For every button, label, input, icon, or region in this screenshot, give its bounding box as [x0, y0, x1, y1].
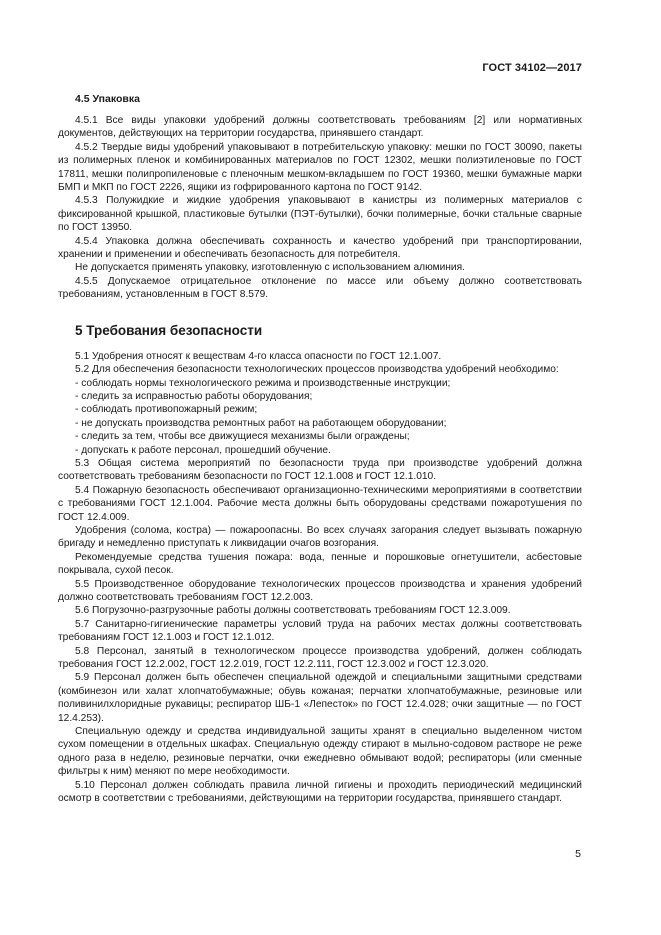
paragraph: Специальную одежду и средства индивидуальной защиты хранят в специально выделенном чистом сухом помещении в отдельных шкафах. Специальную одежду стирают в мыльно-содовом растворе не реже одного раза в неделю, резиновые перчатки, очки ежедневно обмывают водой; респираторы (или сменные фильтры к ним) меняют по мере необходимости. — [58, 726, 582, 778]
section-5-heading: 5 Требования безопасности — [75, 322, 263, 338]
paragraph: 4.5.5 Допускаемое отрицательное отклонение по массе или объему должно соответствовать требованиям, установленным в ГОСТ 8.579. — [58, 275, 582, 301]
paragraph: 5.1 Удобрения относят к веществам 4-го класса опасности по ГОСТ 12.1.007. — [75, 350, 442, 362]
paragraph: 4.5.3 Полужидкие и жидкие удобрения упаковывают в канистры из полимерных материалов с фиксированной крышкой, пластиковые бутылки (ПЭТ-бутылки), бочки полимерные, бочки стальные сварные по ГОСТ 13950. — [58, 195, 582, 234]
page-content — [58, 92, 582, 806]
paragraph: 5.5 Производственное оборудование технологических процессов производства и хранения удобрений должно соответствовать требованиям ГОСТ 12.2.003. — [58, 578, 582, 603]
list-item: - допускать к работе персонал, прошедший обучение. — [75, 444, 331, 456]
list-item: - следить за тем, чтобы все движущиеся механизмы были ограждены; — [75, 431, 410, 443]
list-item: - соблюдать противопожарный режим; — [75, 404, 258, 416]
section-4-5-heading: 4.5 Упаковка — [75, 93, 140, 105]
paragraph: Не допускается применять упаковку, изготовленную с использованием алюминия. — [75, 262, 465, 274]
document-code: ГОСТ 34102—2017 — [482, 62, 582, 74]
paragraph: Рекомендуемые средства тушения пожара: вода, пенные и порошковые огнетушители, асбестовые покрывала, сухой песок. — [58, 551, 582, 577]
paragraph: 5.8 Персонал, занятый в технологическом процессе производства удобрений, должен соблюдать требования ГОСТ 12.2.002, ГОСТ 12.2.019, ГОСТ 12.2.111, ГОСТ 12.3.002 и ГОСТ 12.3.020. — [58, 645, 582, 671]
paragraph: 4.5.4 Упаковка должна обеспечивать сохранность и качество удобрений при транспортировании, хранении и применении и обеспечивать безопасность для потребителя. — [58, 235, 582, 261]
paragraph: 5.10 Персонал должен соблюдать правила личной гигиены и проходить периодический медицинский осмотр в соответствии с требованиями, действующими на территории государства, принявшего стандарт. — [58, 779, 582, 805]
list-item: - следить за исправностью работы оборудования; — [75, 390, 313, 402]
paragraph: 5.6 Погрузочно-разгрузочные работы должны соответствовать требованиям ГОСТ 12.3.009. — [75, 605, 511, 617]
list-item: - не допускать производства ремонтных работ на работающем оборудовании; — [75, 417, 447, 429]
paragraph: 5.9 Персонал должен быть обеспечен специальной одеждой и специальными защитными средствами (комбинезон или халат хлопчатобумажные; обувь кожаная; перчатки хлопчатобумажные, резиновые или поливинилхлоридные рукавицы; респиратор ШБ-1 «Лепесток» по ГОСТ 12.4.028; очки защитные — по ГОСТ 12.4.253). — [58, 672, 582, 724]
paragraph: 5.2 Для обеспечения безопасности технологических процессов производства удобрений необходимо: — [75, 364, 559, 376]
paragraph: 5.3 Общая система мероприятий по безопасности труда при производстве удобрений должна соответствовать требованиям безопасности по ГОСТ 12.1.008 и ГОСТ 12.1.010. — [58, 457, 582, 483]
list-item: - соблюдать нормы технологического режима и производственные инструкции; — [75, 377, 451, 389]
paragraph: Удобрения (солома, костра) — пожароопасны. Во всех случаях загорания следует вызывать пожарную бригаду и немедленно приступать к ликвидации очагов возгорания. — [58, 524, 582, 550]
paragraph: 4.5.2 Твердые виды удобрений упаковывают в потребительскую упаковку: мешки по ГОСТ 30090, пакеты из полимерных пленок и комбинированных материалов по ГОСТ 12302, мешки полиэтиленовые по ГОСТ 17811, мешки полипропиленовые с пленочным мешком-вкладышем по ГОСТ 19360, мешки бумажные марки БМП и МКП по ГОСТ 2226, ящики из гофрированного картона по ГОСТ 9142. — [58, 141, 582, 194]
paragraph: 5.4 Пожарную безопасность обеспечивают организационно-техническими мероприятиями в соответствии с требованиями ГОСТ 12.1.004. Рабочие места должны быть оборудованы средствами пожаротушения по ГОСТ 12.4.009. — [58, 484, 582, 523]
paragraph: 4.5.1 Все виды упаковки удобрений должны соответствовать требованиям [2] или нормативных документов, действующих на территории государства, принявшего стандарт. — [58, 115, 582, 140]
paragraph: 5.7 Санитарно-гигиенические параметры условий труда на рабочих местах должны соответствовать требованиям ГОСТ 12.1.003 и ГОСТ 12.1.012. — [58, 618, 582, 644]
page-number: 5 — [575, 848, 581, 860]
